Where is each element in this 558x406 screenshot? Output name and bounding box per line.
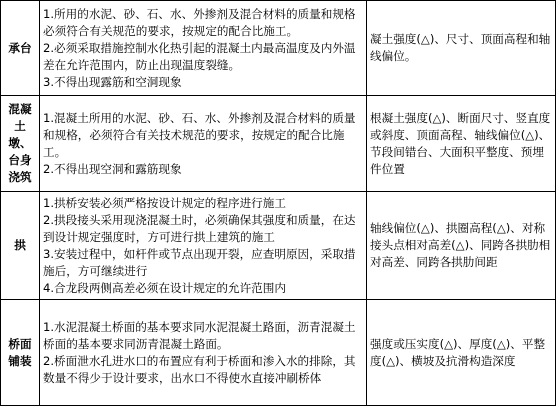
requirements-cell xyxy=(40,192,367,300)
requirement-line: 3.安装过程中，如杆件或节点出现开裂，应查明原因，采取措施后，方可继续进行 xyxy=(43,246,356,278)
row-name-cell xyxy=(1,96,40,192)
requirement-line: 3.不得出现露筋和空洞现象 xyxy=(43,74,182,89)
requirement-line: 1.拱桥安装必须严格按设计规定的程序进行施工 xyxy=(43,195,286,210)
check-items-cell xyxy=(367,300,556,406)
check-items-cell xyxy=(367,192,556,300)
row-name: 承台 xyxy=(8,40,32,55)
requirement-line: 2.必须采取措施控制水化热引起的混凝土内最高温度及内外温差在允许范围内，防止出现温度裂缝。 xyxy=(43,40,356,72)
check-items: 轴线偏位(△)、拱圈高程(△)、对称接头点相对高差(△)、同跨各拱肋相对高差、同跨各拱肋间距 xyxy=(370,221,551,269)
requirements-cell xyxy=(40,96,367,192)
table-row xyxy=(1,192,556,300)
check-items: 根凝土强度(△)、断面尺寸、竖直度或斜度、顶面高程、轴线偏位(△)、节段间错台、大面积平整度、预埋件位置 xyxy=(370,110,551,176)
row-name-cell xyxy=(1,192,40,300)
check-items: 强度或压实度(△)、厚度(△)、平整度(△)、横坡及抗滑构造深度 xyxy=(370,336,546,368)
requirement-line: 2.不得出现空洞和露筋现象 xyxy=(43,161,182,176)
check-items-cell xyxy=(367,96,556,192)
check-items: 凝土强度(△)、尺寸、顶面高程和轴线偏位。 xyxy=(370,32,551,63)
requirement-line: 4.合龙段两侧高差必须在设计规定的允许范围内 xyxy=(43,280,286,295)
requirement-line: 1.水泥混凝土桥面的基本要求同水泥混凝土路面，沥青混凝土桥面的基本要求同沥青混凝土路面。 xyxy=(43,319,356,351)
check-items-cell xyxy=(367,1,556,96)
row-name: 混凝土墩、台身浇筑 xyxy=(8,102,32,184)
table-row xyxy=(1,300,556,406)
requirements-cell xyxy=(40,1,367,96)
requirement-line: 1.所用的水泥、砂、石、水、外掺剂及混合材料的质量和规格必须符合有关规范的要求，按规定的配合比施工。 xyxy=(43,6,356,38)
requirements-cell xyxy=(40,300,367,406)
requirement-line: 2.桥面泄水孔进水口的布置应有利于桥面和渗入水的排除，其数量不得少于设计要求，出水口不得使水直接冲刷桥体 xyxy=(43,353,356,385)
row-name-cell xyxy=(1,1,40,96)
table-row xyxy=(1,1,556,96)
row-name-cell xyxy=(1,300,40,406)
row-name: 桥面铺装 xyxy=(8,336,32,368)
requirement-line: 1.混凝土所用的水泥、砂、石、水、外掺剂及混合材料的质量和规格，必须符合有关技术规范的要求，按规定的配合比施工。 xyxy=(43,110,356,159)
row-name: 拱 xyxy=(14,238,26,252)
table-row xyxy=(1,96,556,192)
requirement-line: 2.拱段接头采用现浇混凝土时，必须确保其强度和质量，在达到设计规定强度时，方可进行拱上建筑的施工 xyxy=(43,212,356,244)
